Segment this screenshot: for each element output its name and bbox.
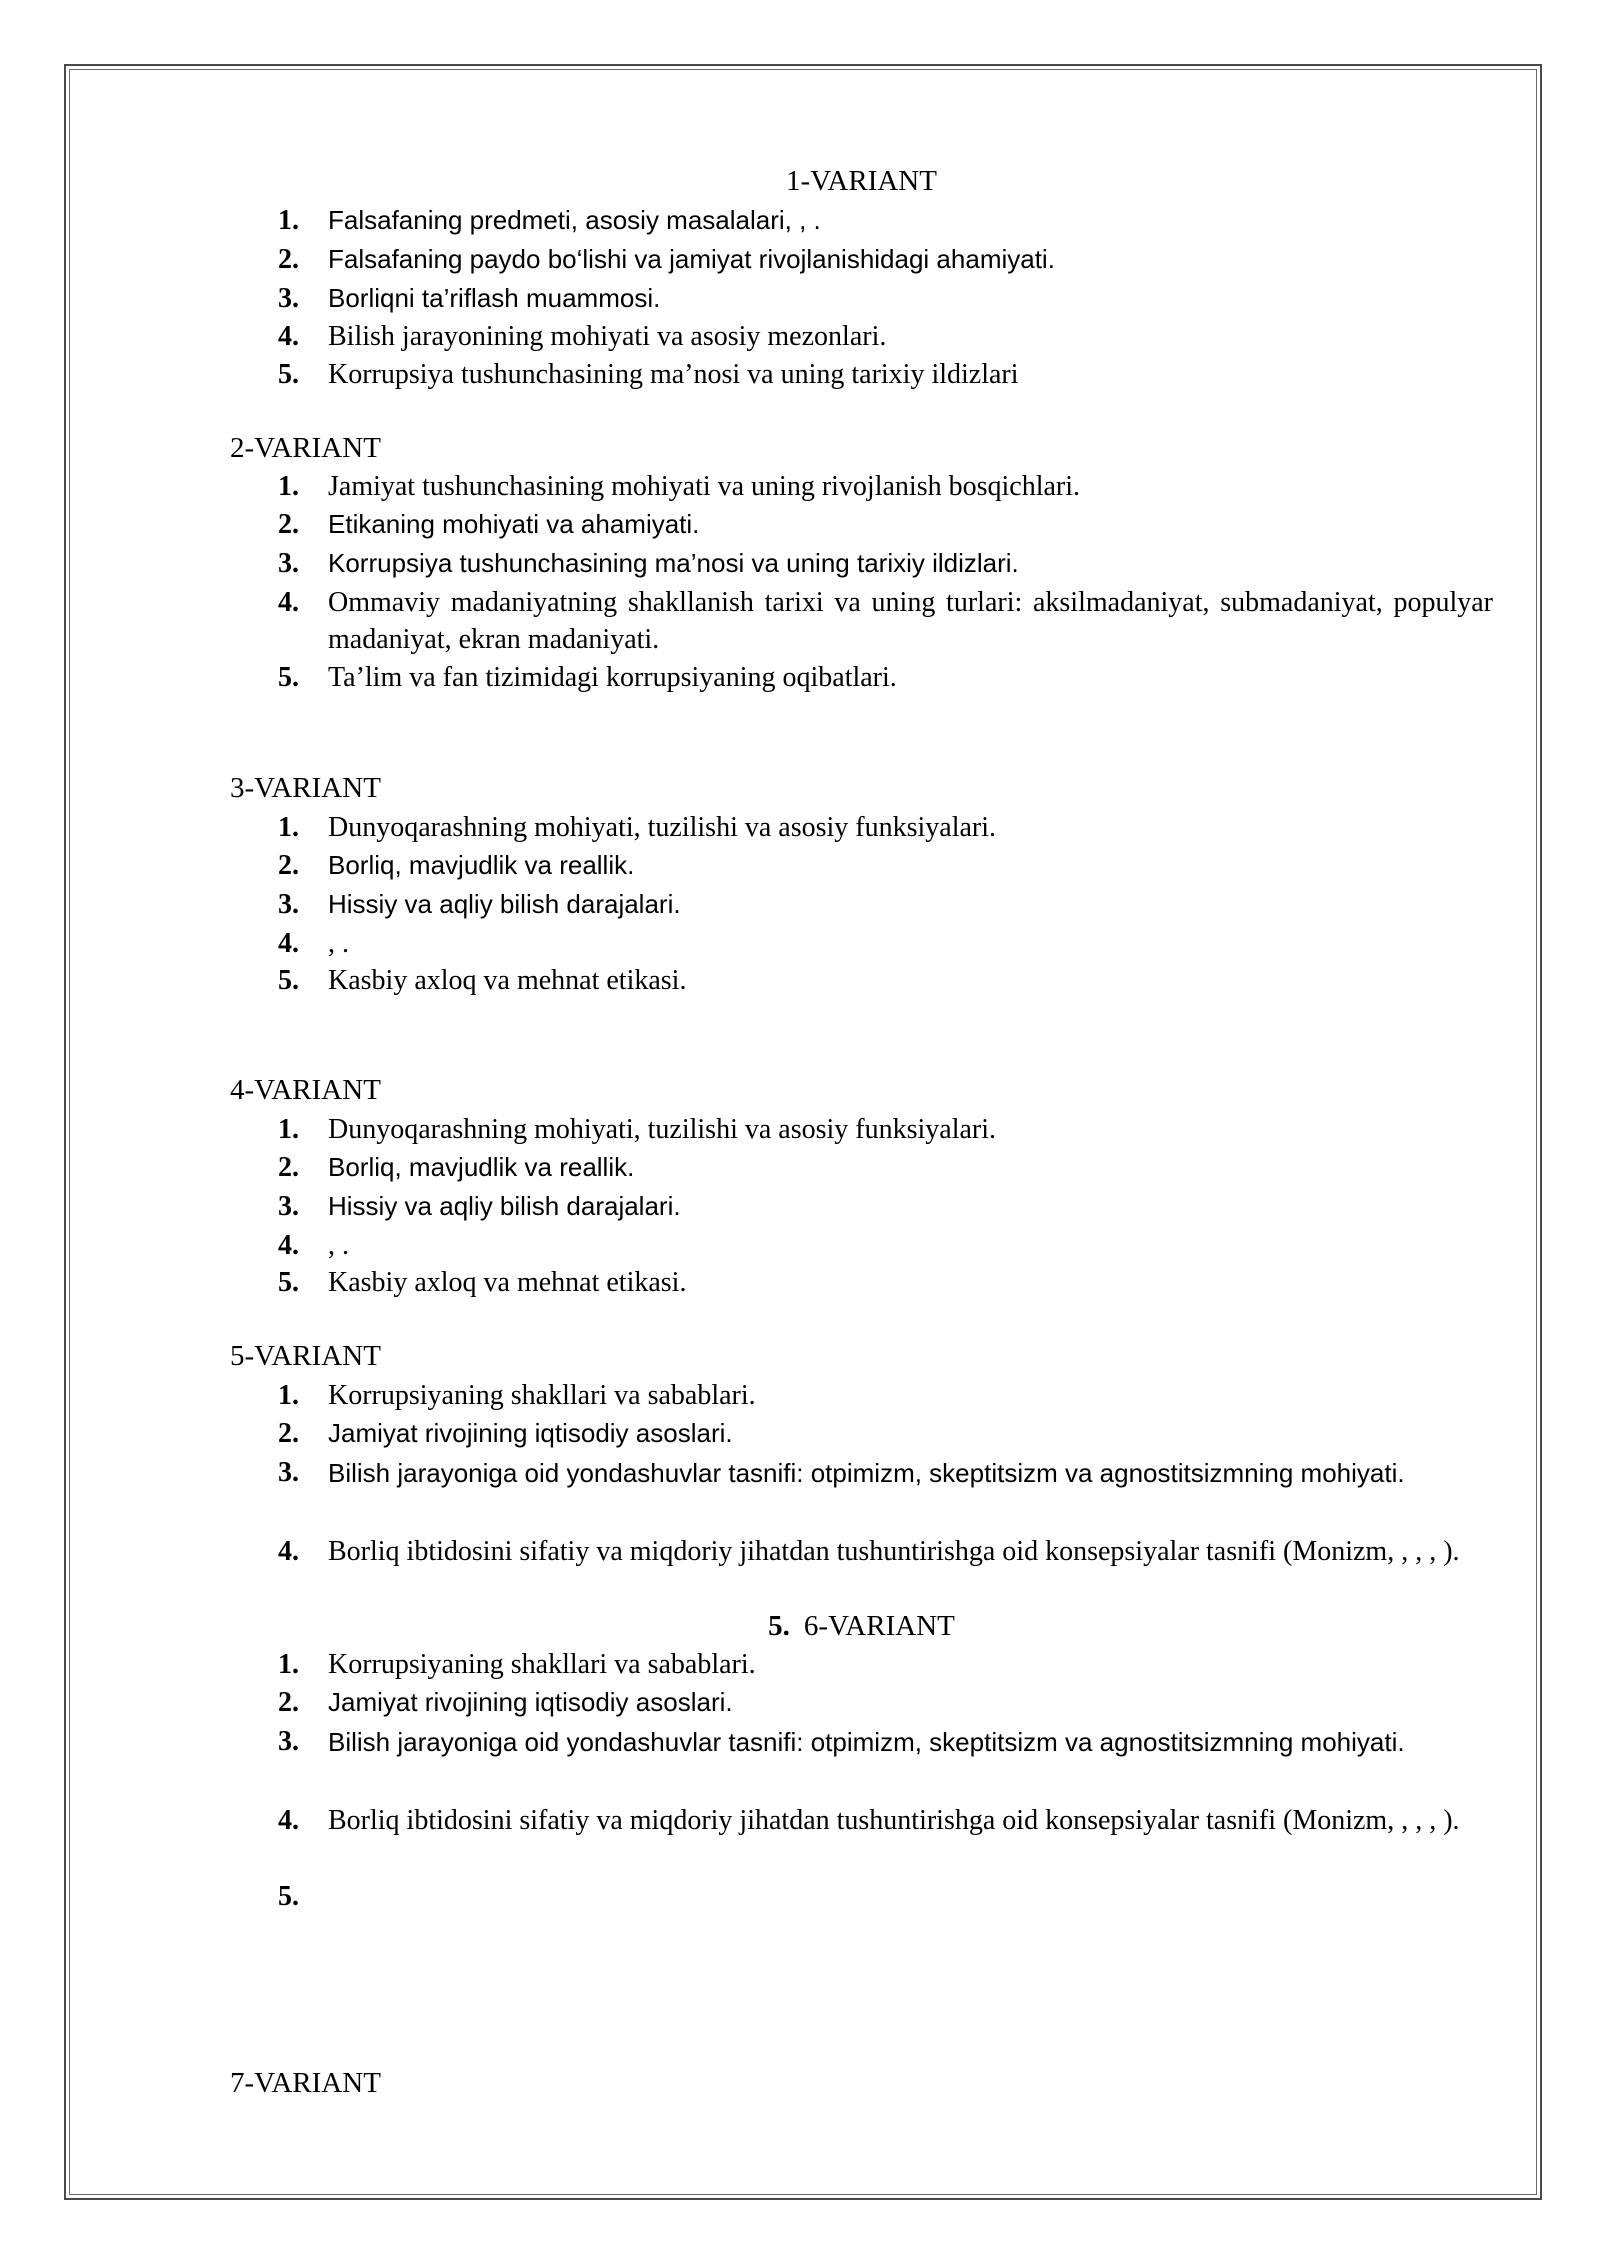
item-text: Borliq ibtidosini sifatiy va miqdoriy jihatdan tushuntirishga oid konsepsiyalar tasnifi (Monizm, , , , ). (328, 1805, 1460, 1836)
variant-5-title: 5-VARIANT (230, 1340, 381, 1372)
item-number: 4. (278, 1805, 299, 1836)
item-number: 5. (278, 1267, 299, 1298)
variant-1-title: 1-VARIANT (786, 165, 937, 197)
variant-6-title-item (230, 1608, 1493, 1644)
item-text: , . (328, 1230, 349, 1261)
item-text: Korrupsiya tushunchasining ma’nosi va uning tarixiy ildizlari (328, 359, 1019, 390)
item-text: Kasbiy axloq va mehnat etikasi. (328, 965, 687, 996)
item-text: Borliq, mavjudlik va reallik. (328, 850, 635, 880)
item-number: 4. (278, 321, 299, 352)
item-number: 2. (278, 1152, 299, 1183)
item-text: Korrupsiyaning shakllari va sabablari. (328, 1380, 756, 1411)
item-number: 5. (278, 1881, 299, 1912)
variant-4-title: 4-VARIANT (230, 1074, 381, 1106)
item-number: 5. (278, 965, 299, 996)
variant-7-title: 7-VARIANT (230, 2067, 381, 2099)
item-number: 2. (278, 509, 299, 540)
item-text: Bilish jarayoniga oid yondashuvlar tasnifi: otpimizm, skeptitsizm va agnostitsizmning mohiyati. (328, 1458, 1405, 1488)
item-number: 5. (768, 1610, 790, 1642)
item-text: Falsafaning paydo bo‘lishi va jamiyat rivojlanishidagi ahamiyati. (328, 244, 1055, 274)
item-number: 2. (278, 1687, 299, 1718)
item-number: 1. (278, 1380, 299, 1411)
item-text: Hissiy va aqliy bilish darajalari. (328, 889, 681, 919)
item-number: 2. (278, 244, 299, 275)
item-number: 3. (278, 1191, 299, 1222)
item-number: 1. (278, 812, 299, 843)
item-text: Ta’lim va fan tizimidagi korrupsiyaning oqibatlari. (328, 662, 897, 693)
item-text: Korrupsiyaning shakllari va sabablari. (328, 1649, 756, 1680)
item-number: 4. (278, 1536, 299, 1567)
item-text: 6-VARIANT (803, 1610, 955, 1642)
item-text: Dunyoqarashning mohiyati, tuzilishi va asosiy funksiyalari. (328, 1114, 997, 1145)
item-text: Borliq ibtidosini sifatiy va miqdoriy jihatdan tushuntirishga oid konsepsiyalar tasnifi (Monizm, , , , ). (328, 1536, 1460, 1567)
item-number: 2. (278, 850, 299, 881)
item-number: 4. (278, 1230, 299, 1261)
item-number: 1. (278, 205, 299, 236)
item-text: Bilish jarayonining mohiyati va asosiy mezonlari. (328, 321, 887, 352)
item-number: 3. (278, 283, 299, 314)
item-number: 3. (278, 548, 299, 579)
item-text: Ommaviy madaniyatning shakllanish tarixi va uning turlari: aksilmadaniyat, submadaniyat, populyar madaniyat, ekran madaniyati. (328, 587, 1493, 655)
item-number: 3. (278, 1457, 299, 1488)
item-number: 5. (278, 359, 299, 390)
item-number: 1. (278, 471, 299, 502)
item-text: Hissiy va aqliy bilish darajalari. (328, 1191, 681, 1221)
item-number: 2. (278, 1418, 299, 1449)
item-text: Dunyoqarashning mohiyati, tuzilishi va asosiy funksiyalari. (328, 812, 997, 843)
item-text: Etikaning mohiyati va ahamiyati. (328, 509, 700, 539)
item-text: Korrupsiya tushunchasining ma’nosi va uning tarixiy ildizlari. (328, 548, 1019, 578)
item-number: 3. (278, 889, 299, 920)
variant-3-title: 3-VARIANT (230, 772, 381, 804)
item-text: Bilish jarayoniga oid yondashuvlar tasnifi: otpimizm, skeptitsizm va agnostitsizmning mohiyati. (328, 1727, 1405, 1757)
item-text: Kasbiy axloq va mehnat etikasi. (328, 1267, 687, 1298)
item-text: Jamiyat tushunchasining mohiyati va uning rivojlanish bosqichlari. (328, 471, 1081, 502)
item-number: 4. (278, 928, 299, 959)
item-text: , . (328, 928, 349, 959)
item-number: 1. (278, 1649, 299, 1680)
variant-2-title: 2-VARIANT (230, 432, 381, 464)
item-number: 3. (278, 1726, 299, 1757)
item-number: 5. (278, 662, 299, 693)
item-text: Borliqni ta’riflash muammosi. (328, 283, 661, 313)
item-text: Jamiyat rivojining iqtisodiy asoslari. (328, 1418, 733, 1448)
item-text: Jamiyat rivojining iqtisodiy asoslari. (328, 1687, 733, 1717)
item-text: Falsafaning predmeti, asosiy masalalari, , . (328, 205, 821, 235)
item-number: 4. (278, 587, 299, 618)
item-number: 1. (278, 1114, 299, 1145)
item-text: Borliq, mavjudlik va reallik. (328, 1152, 635, 1182)
